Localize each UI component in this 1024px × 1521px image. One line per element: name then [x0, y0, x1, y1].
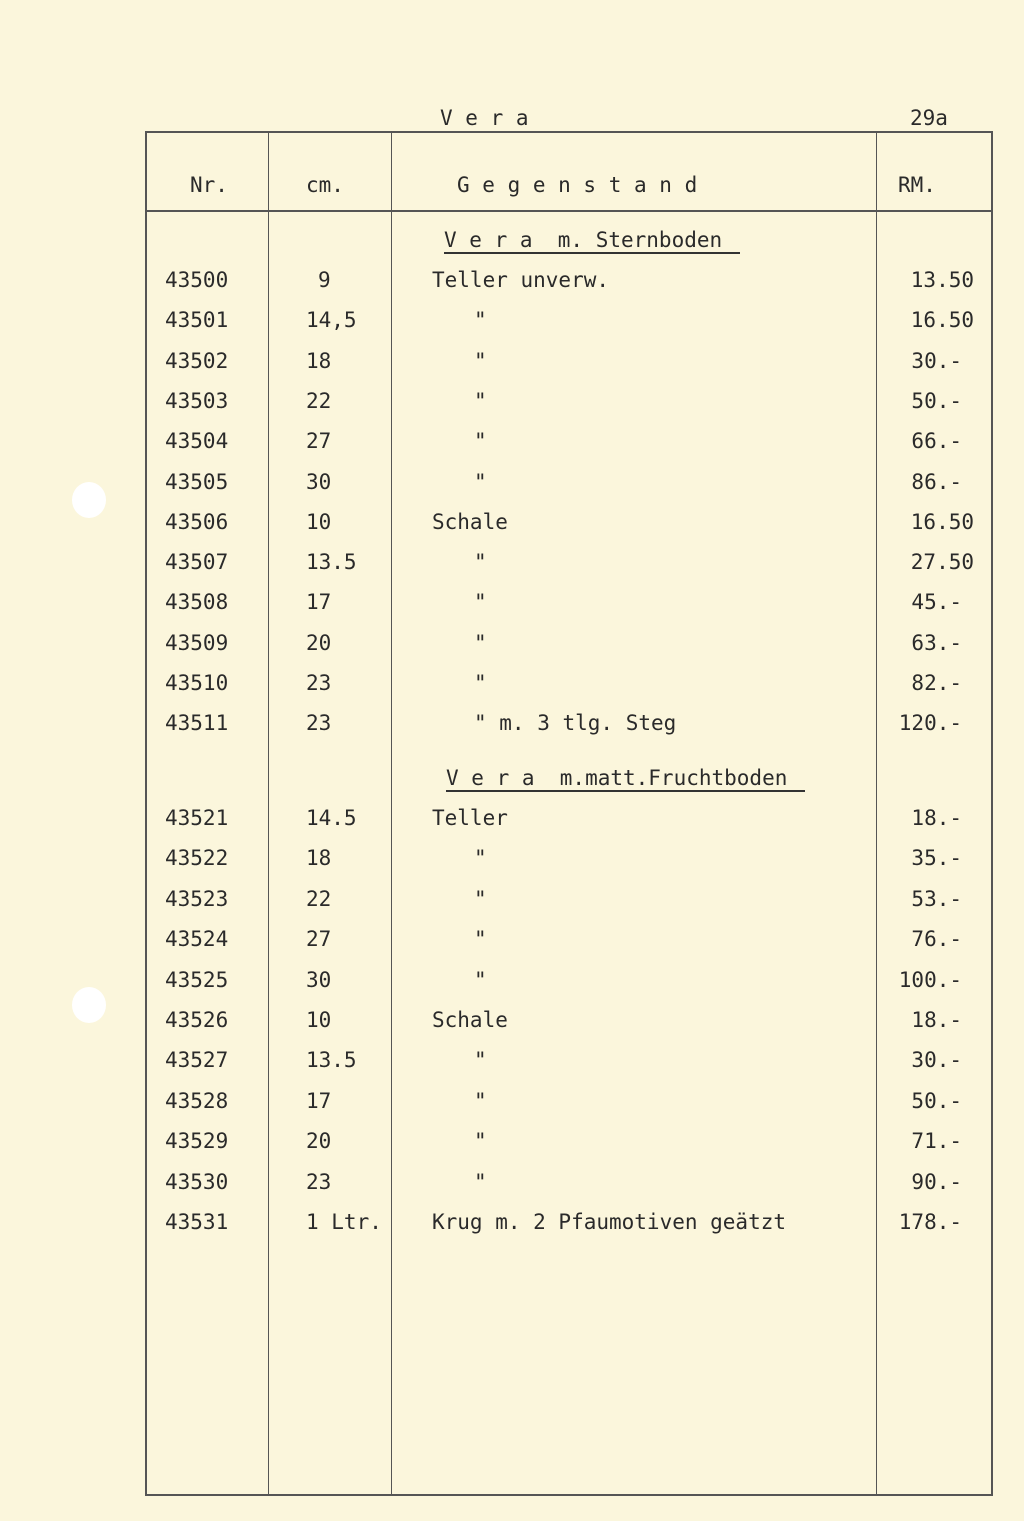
- row-cm: 20: [306, 631, 332, 655]
- row-price: 16.50: [910, 308, 974, 332]
- header-separator: [145, 210, 993, 212]
- column-divider-gegenstand: [876, 131, 877, 1496]
- row-price: 50.-: [911, 389, 962, 413]
- punch-hole-top: [72, 482, 106, 518]
- column-divider-nr: [268, 131, 269, 1496]
- row-cm: 17: [306, 1089, 332, 1113]
- row-price: 35.-: [911, 846, 962, 870]
- column-header-gegenstand: G e g e n s t a n d: [457, 173, 698, 197]
- row-item: ": [474, 590, 487, 614]
- row-item: Krug m. 2 Pfaumotiven geätzt: [432, 1210, 787, 1234]
- row-nr: 43530: [165, 1170, 229, 1194]
- row-nr: 43503: [165, 389, 229, 413]
- column-header-nr: Nr.: [190, 173, 228, 197]
- row-price: 82.-: [911, 671, 962, 695]
- column-header-cm: cm.: [306, 173, 344, 197]
- row-nr: 43500: [165, 268, 229, 292]
- punch-hole-bottom: [72, 987, 106, 1023]
- row-price: 71.-: [911, 1129, 962, 1153]
- row-item: ": [474, 470, 487, 494]
- table-bottom-border: [145, 1494, 993, 1496]
- row-nr: 43509: [165, 631, 229, 655]
- row-price: 16.50: [910, 510, 974, 534]
- row-item: ": [474, 631, 487, 655]
- row-cm: 27: [306, 927, 332, 951]
- column-header-price: RM.: [898, 173, 936, 197]
- row-nr: 43505: [165, 470, 229, 494]
- row-cm: 14,5: [306, 308, 357, 332]
- row-nr: 43524: [165, 927, 229, 951]
- row-price: 76.-: [911, 927, 962, 951]
- row-price: 178.-: [898, 1210, 962, 1234]
- row-cm: 1 Ltr.: [306, 1210, 382, 1234]
- row-cm: 27: [306, 429, 332, 453]
- row-item: Teller unverw.: [432, 268, 610, 292]
- row-cm: 23: [306, 1170, 332, 1194]
- row-item: ": [474, 1089, 487, 1113]
- table-right-border: [991, 131, 993, 1496]
- table-top-border: [145, 131, 993, 133]
- row-nr: 43531: [165, 1210, 229, 1234]
- row-item: ": [474, 927, 487, 951]
- row-cm: 17: [306, 590, 332, 614]
- row-item: ": [474, 550, 487, 574]
- row-item: ": [474, 1048, 487, 1072]
- row-price: 30.-: [911, 349, 962, 373]
- row-price: 66.-: [911, 429, 962, 453]
- row-price: 18.-: [911, 806, 962, 830]
- row-item: ": [474, 671, 487, 695]
- row-nr: 43529: [165, 1129, 229, 1153]
- row-item: ": [474, 308, 487, 332]
- row-nr: 43527: [165, 1048, 229, 1072]
- row-price: 45.-: [911, 590, 962, 614]
- section-title: V e r a m. Sternboden: [444, 228, 740, 254]
- row-item: ": [474, 968, 487, 992]
- row-cm: 22: [306, 389, 332, 413]
- column-divider-cm: [391, 131, 392, 1496]
- row-nr: 43526: [165, 1008, 229, 1032]
- row-item: ": [474, 349, 487, 373]
- row-nr: 43522: [165, 846, 229, 870]
- row-cm: 23: [306, 671, 332, 695]
- row-item: ": [474, 846, 487, 870]
- row-item: Schale: [432, 510, 508, 534]
- row-nr: 43511: [165, 711, 229, 735]
- row-price: 13.50: [910, 268, 974, 292]
- row-cm: 20: [306, 1129, 332, 1153]
- row-cm: 13.5: [306, 550, 357, 574]
- row-cm: 22: [306, 887, 332, 911]
- row-item: ": [474, 887, 487, 911]
- row-nr: 43528: [165, 1089, 229, 1113]
- row-cm: 18: [306, 349, 332, 373]
- row-item: Schale: [432, 1008, 508, 1032]
- row-item: ": [474, 389, 487, 413]
- row-nr: 43508: [165, 590, 229, 614]
- row-price: 63.-: [911, 631, 962, 655]
- row-nr: 43525: [165, 968, 229, 992]
- row-price: 30.-: [911, 1048, 962, 1072]
- row-nr: 43501: [165, 308, 229, 332]
- row-item: ": [474, 1170, 487, 1194]
- row-nr: 43523: [165, 887, 229, 911]
- row-item: ": [474, 429, 487, 453]
- row-nr: 43521: [165, 806, 229, 830]
- section-title: V e r a m.matt.Fruchtboden: [446, 766, 805, 792]
- row-cm: 14.5: [306, 806, 357, 830]
- row-nr: 43504: [165, 429, 229, 453]
- row-price: 90.-: [911, 1170, 962, 1194]
- row-item: " m. 3 tlg. Steg: [474, 711, 677, 735]
- row-cm: 9: [318, 268, 331, 292]
- table-left-border: [145, 131, 147, 1496]
- row-item: Teller: [432, 806, 508, 830]
- row-price: 120.-: [898, 711, 962, 735]
- row-cm: 30: [306, 968, 332, 992]
- page-number: 29a: [910, 106, 948, 130]
- row-item: ": [474, 1129, 487, 1153]
- row-price: 27.50: [910, 550, 974, 574]
- row-cm: 10: [306, 510, 332, 534]
- row-cm: 18: [306, 846, 332, 870]
- row-cm: 13.5: [306, 1048, 357, 1072]
- row-price: 18.-: [911, 1008, 962, 1032]
- row-price: 100.-: [898, 968, 962, 992]
- row-nr: 43507: [165, 550, 229, 574]
- row-price: 86.-: [911, 470, 962, 494]
- row-nr: 43506: [165, 510, 229, 534]
- row-cm: 10: [306, 1008, 332, 1032]
- page-title: V e r a: [440, 106, 529, 130]
- row-cm: 30: [306, 470, 332, 494]
- row-nr: 43502: [165, 349, 229, 373]
- row-cm: 23: [306, 711, 332, 735]
- row-price: 50.-: [911, 1089, 962, 1113]
- row-price: 53.-: [911, 887, 962, 911]
- row-nr: 43510: [165, 671, 229, 695]
